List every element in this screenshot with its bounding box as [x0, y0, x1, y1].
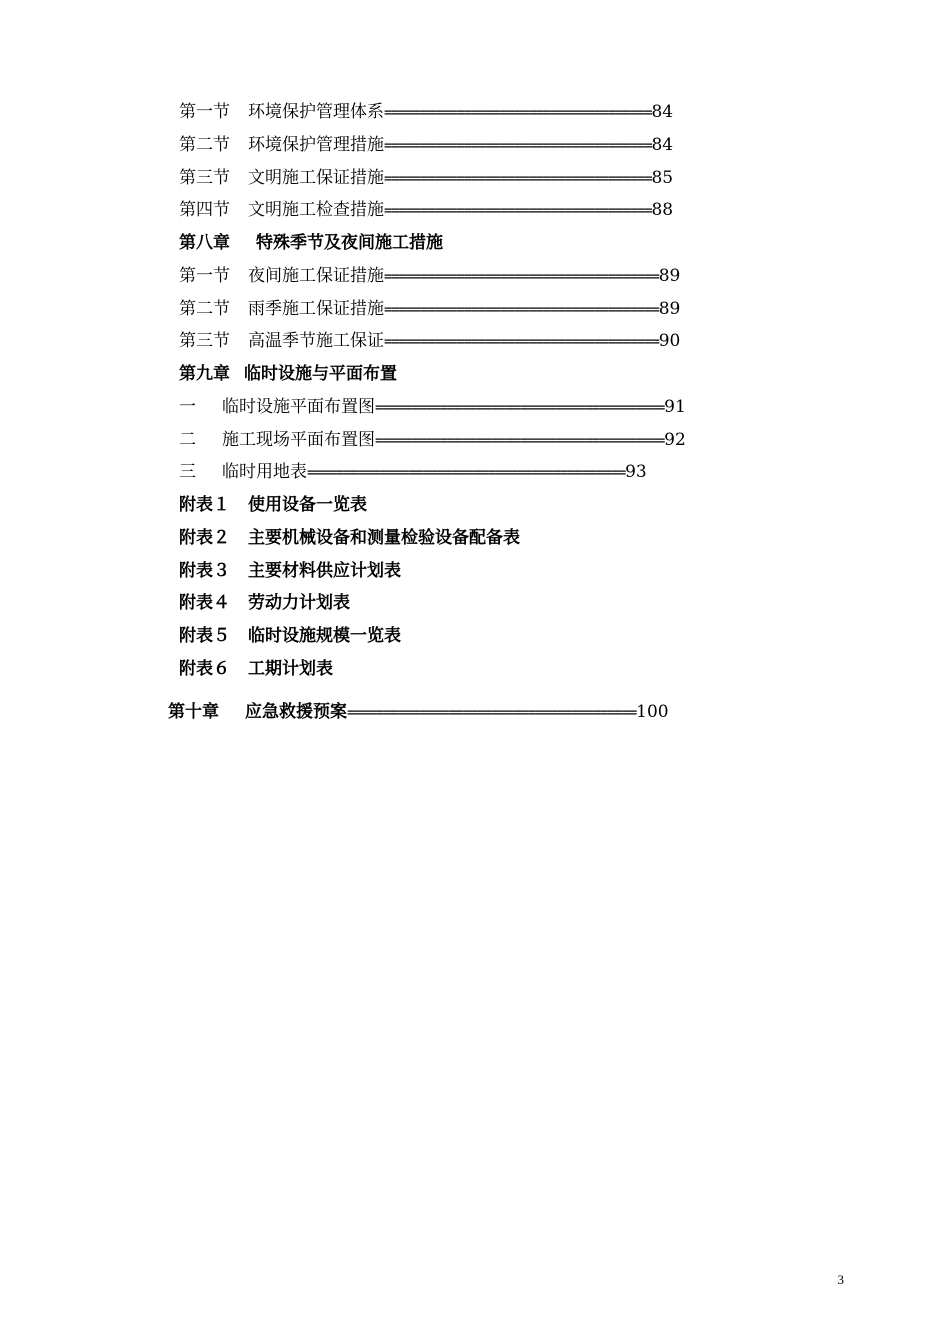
toc-entry: [179, 396, 686, 419]
chapter-title: 应急救援预案: [245, 702, 347, 722]
appendix-number: 附表３: [179, 561, 230, 581]
toc-entry: [179, 429, 686, 452]
toc-entry: [179, 167, 673, 190]
section-title: 夜间施工保证措施: [248, 266, 384, 286]
section-number: 第一节: [179, 102, 230, 122]
toc-appendix: [179, 560, 401, 582]
toc-chapter: [168, 701, 669, 724]
page-ref: 91: [664, 397, 686, 417]
dot-leader: =====================================: [384, 171, 652, 187]
dot-leader: =====================================: [384, 138, 652, 154]
page-ref: 90: [658, 331, 681, 351]
section-title: 文明施工保证措施: [248, 168, 384, 188]
section-number: 第二节: [179, 299, 230, 319]
toc-entry: [179, 134, 673, 157]
dot-leader: =====================================: [384, 105, 652, 121]
toc-appendix: [179, 625, 401, 647]
section-title: 高温季节施工保证: [248, 331, 384, 351]
appendix-title: 主要材料供应计划表: [248, 561, 401, 581]
dot-leader: =====================================: [384, 203, 652, 219]
toc-entry: [179, 330, 680, 353]
page-ref: 89: [658, 299, 681, 319]
appendix-title: 劳动力计划表: [248, 593, 350, 613]
item-title: 临时用地表: [222, 462, 307, 482]
toc-chapter: [179, 363, 397, 385]
toc-entry: [179, 101, 673, 124]
dot-leader: ======================================: [384, 334, 659, 350]
appendix-number: 附表１: [179, 495, 230, 515]
dot-leader: ============================================: [307, 465, 626, 481]
dot-leader: ========================================: [375, 433, 665, 449]
appendix-title: 工期计划表: [248, 659, 333, 679]
item-title: 临时设施平面布置图: [222, 397, 375, 417]
toc-appendix: [179, 494, 367, 516]
toc-chapter: [179, 232, 443, 254]
toc-appendix: [179, 658, 333, 680]
dot-leader: ========================================: [347, 705, 637, 721]
appendix-title: 使用设备一览表: [248, 495, 367, 515]
dot-leader: ======================================: [384, 302, 659, 318]
section-number: 第一节: [179, 266, 230, 286]
page-ref: 92: [664, 430, 686, 450]
page-ref: 93: [625, 462, 647, 482]
section-title: 环境保护管理体系: [248, 102, 384, 122]
toc-appendix: [179, 527, 520, 549]
toc-entry: [179, 199, 673, 222]
item-number: 三: [179, 462, 196, 482]
item-title: 施工现场平面布置图: [222, 430, 375, 450]
section-title: 文明施工检查措施: [248, 200, 384, 220]
section-title: 雨季施工保证措施: [248, 299, 384, 319]
item-number: 二: [179, 430, 196, 450]
section-number: 第二节: [179, 135, 230, 155]
chapter-number: 第八章: [179, 233, 230, 253]
appendix-number: 附表４: [179, 593, 230, 613]
page-ref: 84: [651, 102, 674, 122]
chapter-number: 第九章: [179, 364, 230, 384]
appendix-title: 临时设施规模一览表: [248, 626, 401, 646]
section-title: 环境保护管理措施: [248, 135, 384, 155]
chapter-title: 特殊季节及夜间施工措施: [256, 233, 443, 253]
toc-entry: [179, 298, 680, 321]
appendix-number: 附表２: [179, 528, 230, 548]
appendix-title: 主要机械设备和测量检验设备配备表: [248, 528, 520, 548]
appendix-number: 附表６: [179, 659, 230, 679]
chapter-title: 临时设施与平面布置: [244, 364, 397, 384]
toc-entry: [179, 461, 647, 484]
page-ref: 89: [658, 266, 681, 286]
section-number: 第三节: [179, 168, 230, 188]
toc-appendix: [179, 592, 350, 614]
toc-entry: [179, 265, 680, 288]
chapter-number: 第十章: [168, 702, 219, 722]
item-number: 一: [179, 397, 196, 417]
page-ref: 84: [651, 135, 674, 155]
page-ref: 88: [651, 200, 674, 220]
page-ref: 100: [636, 702, 669, 722]
section-number: 第三节: [179, 331, 230, 351]
page-number: 3: [837, 1272, 844, 1287]
dot-leader: ======================================: [384, 269, 659, 285]
section-number: 第四节: [179, 200, 230, 220]
dot-leader: ========================================: [375, 400, 665, 416]
page-ref: 85: [651, 168, 674, 188]
appendix-number: 附表５: [179, 626, 230, 646]
